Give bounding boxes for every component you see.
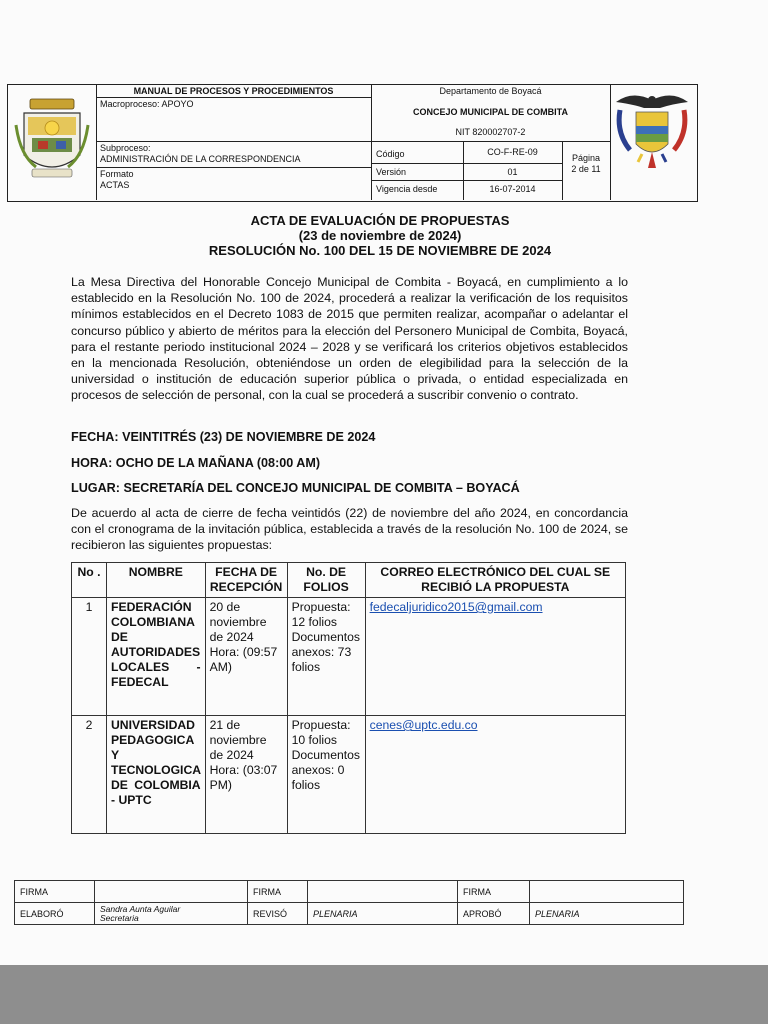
title-line-1: ACTA DE EVALUACIÓN DE PROPUESTAS	[250, 213, 510, 228]
elaboro-name-cell	[95, 903, 248, 925]
codigo-value: CO-F-RE-09	[487, 147, 538, 157]
elaboro-role: Secretaria	[100, 912, 139, 923]
vigencia-label: Vigencia desde	[376, 184, 438, 194]
firma-label: FIRMA	[248, 881, 308, 903]
departamento: Departamento de Boyacá	[439, 86, 542, 96]
elaboro-name: Sandra Aunta Aguilar	[100, 903, 181, 914]
table-row	[72, 716, 626, 834]
header-no: No .	[72, 563, 107, 598]
firma-elaboro-space	[95, 881, 248, 903]
header-folios: No. DE FOLIOS	[287, 563, 365, 598]
pagina-value: 2 de 11	[571, 164, 601, 174]
title-line-2: (23 de noviembre de 2024)	[298, 228, 462, 243]
nit: NIT 820002707-2	[455, 127, 526, 137]
macroproceso: Macroproceso: APOYO	[100, 99, 194, 109]
scan-background	[0, 965, 768, 1024]
reviso-label: REVISÓ	[248, 903, 308, 925]
codigo-label: Código	[376, 149, 405, 159]
firma-aprobo-space	[530, 881, 684, 903]
aprobo-value: PLENARIA	[530, 903, 684, 925]
version-value: 01	[507, 167, 518, 177]
manual-title: MANUAL DE PROCESOS Y PROCEDIMIENTOS	[133, 86, 334, 96]
fecha-line: FECHA: VEINTITRÉS (23) DE NOVIEMBRE DE 2024	[71, 430, 376, 444]
firma-label: FIRMA	[15, 881, 95, 903]
row-nombre: UNIVERSIDAD PEDAGOGICA Y TECNOLOGICA DE COLOMBIA - UPTC	[107, 716, 206, 834]
header-fecha: FECHA DE RECEPCIÓN	[205, 563, 287, 598]
row-no: 1	[72, 598, 107, 716]
signature-row-roles	[15, 903, 684, 925]
reviso-value: PLENARIA	[308, 903, 458, 925]
header-correo: CORREO ELECTRÓNICO DEL CUAL SE RECIBIÓ LA PROPUESTA	[365, 563, 625, 598]
version-label: Versión	[376, 167, 407, 177]
aprobo-label: APROBÓ	[458, 903, 530, 925]
row-folios: Propuesta: 10 folios Documentos anexos: 0 folios	[287, 716, 365, 834]
combita-coat-of-arms-logo	[14, 95, 90, 185]
row-fecha: 21 de noviembre de 2024 Hora: (03:07 PM)	[205, 716, 287, 834]
email-link[interactable]: fedecaljuridico2015@gmail.com	[365, 598, 625, 716]
pagina-label: Página	[571, 153, 601, 163]
table-row	[72, 598, 626, 716]
boyaca-coat-of-arms-logo	[612, 88, 692, 178]
signature-table	[14, 880, 684, 925]
email-link[interactable]: cenes@uptc.edu.co	[365, 716, 625, 834]
subproceso-label: Subproceso:	[100, 143, 151, 153]
firma-label: FIRMA	[458, 881, 530, 903]
table-header-row	[72, 563, 626, 598]
row-no: 2	[72, 716, 107, 834]
document-header	[7, 84, 698, 202]
header-nombre: NOMBRE	[107, 563, 206, 598]
title-line-3: RESOLUCIÓN No. 100 DEL 15 DE NOVIEMBRE DE 2024	[208, 243, 552, 258]
concejo-name: CONCEJO MUNICIPAL DE COMBITA	[412, 107, 568, 117]
proposals-table	[71, 562, 626, 834]
formato-value: ACTAS	[100, 180, 130, 190]
signature-row-firma	[15, 881, 684, 903]
subproceso-value: ADMINISTRACIÓN DE LA CORRESPONDENCIA	[100, 154, 301, 164]
formato-label: Formato	[100, 169, 134, 179]
document-title	[60, 213, 700, 258]
row-fecha: 20 de noviembre de 2024 Hora: (09:57 AM)	[205, 598, 287, 716]
hora-line: HORA: OCHO DE LA MAÑANA (08:00 AM)	[71, 456, 321, 470]
lugar-line: LUGAR: SECRETARÍA DEL CONCEJO MUNICIPAL DE COMBITA – BOYACÁ	[71, 481, 520, 495]
intro-paragraph: La Mesa Directiva del Honorable Concejo Municipal de Combita - Boyacá, en cumplimiento a lo establecido en la Resolución No. 100 de 2024, procederá a realizar la verificación de los requisitos mínimos establecidos en el Decreto 1083 de 2015 que permiten realizar, acompañar o adelantar el concurso público y abierto de méritos para la elección del Personero Municipal de Combita, Boyacá, para el restante periodo institucional 2024 – 2028 y se verificará los criterios objetivos establecidos en la mencionada Resolución, obteniéndose un orden de elegibilidad para la selección de la universidad o institución de educación superior pública o privada, o entidad especializada en procesos de selección de personal, con la cual se procederá a suscribir convenio o contrato.	[71, 275, 628, 403]
second-paragraph: De acuerdo al acta de cierre de fecha veintidós (22) de noviembre del año 2024, en concordancia con el cronograma de la invitación pública, establecida a través de la resolución No. 100 de 2024, se recibieron las siguientes propuestas:	[71, 506, 628, 553]
elaboro-label: ELABORÓ	[15, 903, 95, 925]
row-folios: Propuesta: 12 folios Documentos anexos: 73 folios	[287, 598, 365, 716]
vigencia-value: 16-07-2014	[489, 184, 536, 194]
row-nombre: FEDERACIÓN COLOMBIANA DE AUTORIDADES LOCALES - FEDECAL	[107, 598, 206, 716]
firma-reviso-space	[308, 881, 458, 903]
